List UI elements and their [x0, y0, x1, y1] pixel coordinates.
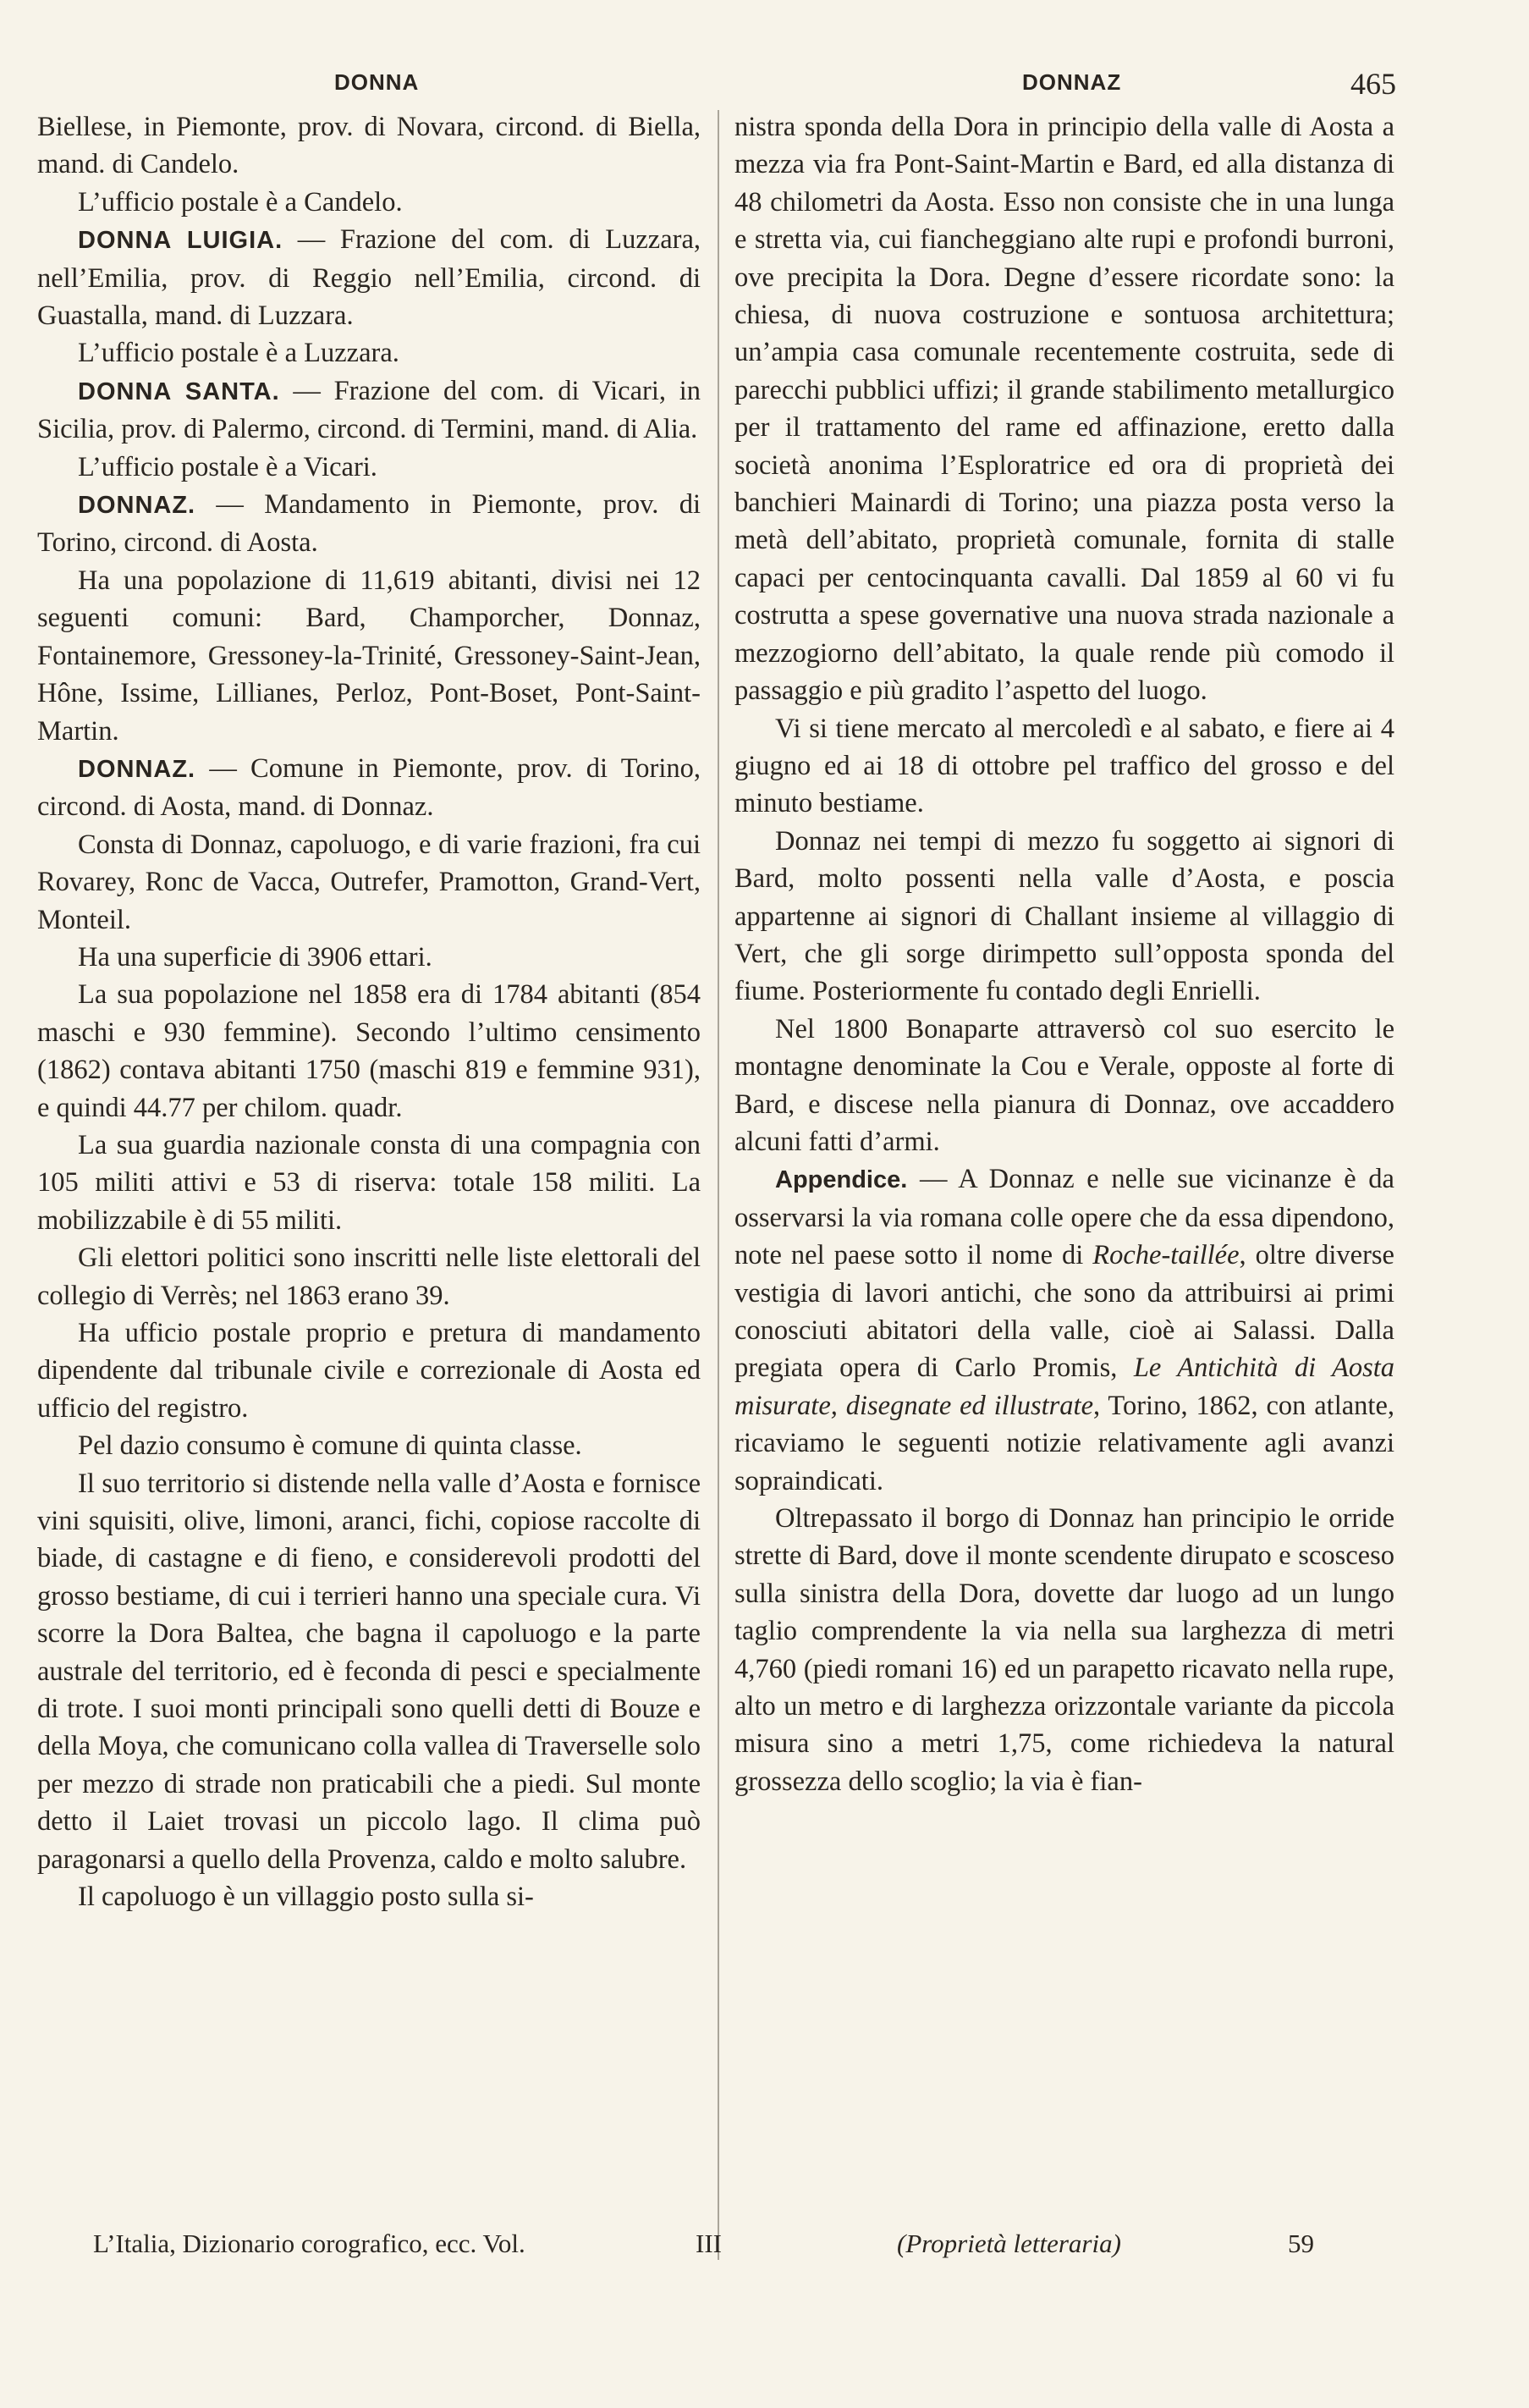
paragraph: La sua guardia nazionale consta di una compagnia con 105 militi attivi e 53 di riserva: totale 158 militi. La mobilizzabile è di 55 militi. — [37, 1129, 701, 1236]
entry-term: DONNAZ. — [78, 492, 196, 520]
entry-term: DONNA SANTA. — [78, 377, 280, 405]
italic-book-title: Le Antichità di Aosta misurate, disegnate ed illustrate — [734, 1353, 1395, 1421]
paragraph: L’ufficio postale è a Luzzara. — [78, 338, 399, 369]
paragraph: Nel 1800 Bonaparte attraversò col suo esercito le montagne denominate la Cou e Verale, opposte al forte di Bard, e discese nella pianura di Donnaz, ove accaddero alcuni fatti d’armi. — [734, 1013, 1394, 1157]
paragraph: Consta di Donnaz, capoluogo, e di varie frazioni, fra cui Rovarey, Ronc de Vacca, Outrefer, Pramotton, Grand-Vert, Monteil. — [37, 829, 701, 935]
entry-donna-santa — [37, 372, 701, 449]
footer-title: L’Italia, Dizionario corografico, ecc. Vol. — [93, 2229, 525, 2258]
paragraph: L’ufficio postale è a Vicari. — [78, 451, 377, 482]
paragraph: Pel dazio consumo è comune di quinta classe. — [78, 1430, 582, 1462]
paragraph: Ha ufficio postale proprio e pretura di mandamento dipendente dal tribunale civile e correzionale di Aosta ed ufficio del registro. — [37, 1318, 701, 1424]
paragraph: Il capoluogo è un villaggio posto sulla si- — [78, 1882, 534, 1913]
paragraph: L’ufficio postale è a Candelo. — [78, 186, 403, 218]
entry-term: DONNA LUIGIA. — [78, 227, 283, 255]
paragraph: Biellese, in Piemonte, prov. di Novara, circond. di Biella, mand. di Candelo. — [37, 112, 701, 180]
right-column — [734, 108, 1394, 1800]
footer-signature: 59 — [1288, 2229, 1314, 2258]
column-divider — [718, 110, 719, 2260]
appendix-text: — A Donnaz e nelle sue vicinanze è da osservarsi la via romana colle opere che da essa dipendono, note nel paese sotto il nome di — [734, 1164, 1394, 1271]
appendix-label: Appendice. — [775, 1166, 908, 1194]
footer-volume: III — [696, 2229, 722, 2258]
paragraph: nistra sponda della Dora in principio della valle di Aosta a mezza via fra Pont-Saint-Martin e Bard, ed alla distanza di 48 chilometri da Aosta. Esso non consiste che in una lunga e stretta via, cui fiancheggiano alte rupi e profondi burroni, ove precipita la Dora. Degne d’essere ricordate sono: la chiesa, di nuova costruzione e sontuosa architettura; un’ampia casa comunale recentemente costruita, sede di parecchi pubblici uffizi; il grande stabilimento metallurgico per il trattamento del rame ed affinazione, eretto dalla società anonima l’Esploratrice ed ora di proprietà dei banchieri Mainardi di Torino; una piazza posta verso la metà dell’abitato, proprietà comunale, fornita di stalle capaci per centocinquanta cavalli. Dal 1859 al 60 vi fu costrutta a spese governative una nuova strada nazionale a mezzogiorno dell’abitato, la quale rende più comodo il passaggio e più gradito l’aspetto del luogo. — [734, 112, 1394, 707]
entry-donna-luigia — [37, 221, 701, 334]
paragraph: Donnaz nei tempi di mezzo fu soggetto ai signori di Bard, molto possenti nella valle d’Aosta, e poscia appartenne ai signori di Challant insieme al villaggio di Vert, che gli sorge dirimpetto sull’opposta sponda del fiume. Posteriormente fu contado degli Enrielli. — [734, 825, 1394, 1007]
paragraph: Ha una popolazione di 11,619 abitanti, divisi nei 12 seguenti comuni: Bard, Champorcher, Donnaz, Fontainemore, Gressoney-la-Trinité, Gressoney-Saint-Jean, Hône, Issime, Lillianes, Perloz, Pont-Boset, Pont-Saint-Martin. — [37, 565, 701, 747]
appendix-text: , Torino, 1862, con atlante, ricaviamo le seguenti notizie relativamente agli avanzi sopraindicati. — [734, 1390, 1394, 1496]
running-header-right: DONNAZ — [1022, 69, 1122, 95]
italic-term: Roche-taillée — [1092, 1240, 1240, 1271]
paragraph: Ha una superficie di 3906 ettari. — [78, 941, 432, 973]
paragraph: Gli elettori politici sono inscritti nelle liste elettorali del collegio di Verrès; nel 1863 erano 39. — [37, 1243, 701, 1311]
left-column — [37, 108, 701, 1916]
appendix-paragraph — [734, 1160, 1394, 1500]
page-number: 465 — [1350, 67, 1396, 101]
entry-text: — Frazione del com. di Vicari, in Sicilia, prov. di Palermo, circond. di Termini, mand. di Alia. — [37, 375, 701, 445]
paragraph: Vi si tiene mercato al mercoledì e al sabato, e fiere ai 4 giugno ed ai 18 di ottobre pel traffico del grosso e del minuto bestiame. — [734, 713, 1394, 819]
paragraph: Il suo territorio si distende nella valle d’Aosta e fornisce vini squisiti, olive, limoni, aranci, fichi, copiose raccolte di biade, di castagne e di fieno, e considerevoli prodotti del grosso bestiame, di cui i terrieri hanno una speciale cura. Vi scorre la Dora Baltea, che bagna il capoluogo e la parte australe del territorio, ed è feconda di pesci e specialmente di trote. I suoi monti principali sono quelli detti di Bouze e della Moya, che comunicano colla vallea di Traverselle solo per mezzo di strade non praticabili che a piedi. Sul monte detto il Laiet trovasi un piccolo lago. Il clima può paragonarsi a quello della Provenza, caldo e molto salubre. — [37, 1468, 701, 1875]
footer-rights: (Proprietà letteraria) — [897, 2229, 1121, 2258]
entry-term: DONNAZ. — [78, 755, 196, 783]
paragraph: Oltrepassato il borgo di Donnaz han principio le orride strette di Bard, dove il monte scendente dirupato e scosceso sulla sinistra della Dora, dovette dar luogo ad un lungo taglio comprendente la via nella sua larghezza di metri 4,760 (piedi romani 16) ed un parapetto ricavato nella rupe, alto un metro e di larghezza orizzontale variante da piccola misura sino a metri 1,75, come richiedeva la natural grossezza dello scoglio; la via è fian- — [734, 1503, 1394, 1797]
running-header-left: DONNA — [334, 69, 420, 95]
entry-text: — Mandamento in Piemonte, prov. di Torino, circond. di Aosta. — [37, 489, 701, 559]
entry-text: — Comune in Piemonte, prov. di Torino, circond. di Aosta, mand. di Donnaz. — [37, 752, 701, 823]
entry-donnaz-mandamento — [37, 486, 701, 562]
appendix-text: , oltre diverse vestigia di lavori antichi, che sono da attribuirsi ai primi conosciuti abitatori della valle, cioè ai Salassi. Dalla pregiata opera di Carlo Promis, — [734, 1240, 1394, 1384]
paragraph: La sua popolazione nel 1858 era di 1784 abitanti (854 maschi e 930 femmine). Secondo l’ultimo censimento (1862) contava abitanti 1750 (maschi 819 e femmine 931), e quindi 44.77 per chilom. quadr. — [37, 979, 701, 1123]
entry-donnaz-comune — [37, 750, 701, 826]
entry-text: — Frazione del com. di Luzzara, nell’Emilia, prov. di Reggio nell’Emilia, circond. di Guastalla, mand. di Luzzara. — [37, 224, 701, 332]
